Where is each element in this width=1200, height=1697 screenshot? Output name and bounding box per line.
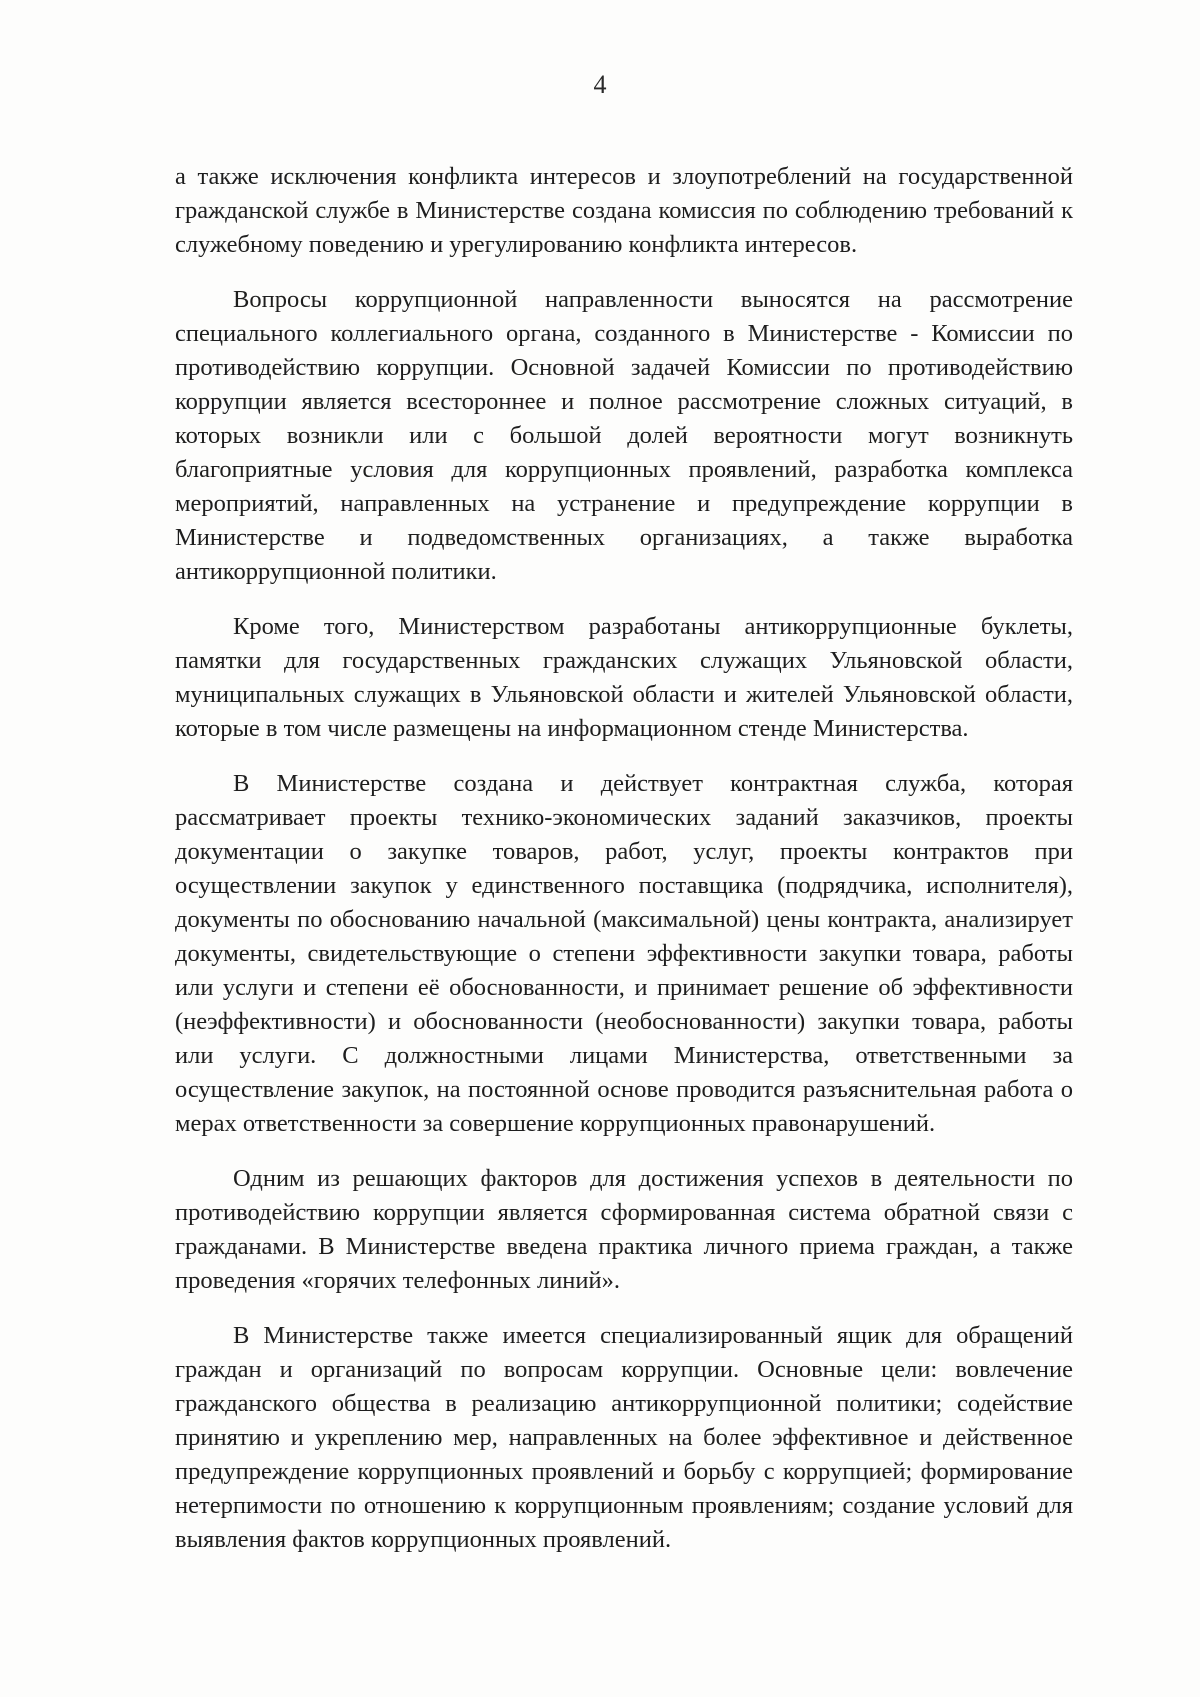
page-number: 4 bbox=[593, 70, 607, 99]
document-body bbox=[175, 160, 1073, 1557]
paragraph-anticorruption-commission: Вопросы коррупционной направленности выносятся на рассмотрение специального коллегиального органа, созданного в Министерстве - Комиссии по противодействию коррупции. Основной задачей Комиссии по противодействию коррупции является всестороннее и полное рассмотрение сложных ситуаций, в которых возникли или с большой долей вероятности могут возникнуть благоприятные условия для коррупционных проявлений, разработка комплекса мероприятий, направленных на устранение и предупреждение коррупции в Министерстве и подведомственных организациях, а также выработка антикоррупционной политики. bbox=[175, 286, 1073, 585]
paragraph-feedback-system: Одним из решающих факторов для достижения успехов в деятельности по противодействию коррупции является сформированная система обратной связи с гражданами. В Министерстве введена практика личного приема граждан, а также проведения «горячих телефонных линий». bbox=[175, 1165, 1073, 1294]
paragraph-booklets: Кроме того, Министерством разработаны антикоррупционные буклеты, памятки для государственных гражданских служащих Ульяновской области, муниципальных служащих в Ульяновской области и жителей Ульяновской области, которые в том числе размещены на информационном стенде Министерства. bbox=[175, 613, 1073, 742]
paragraph-contract-service: В Министерстве создана и действует контрактная служба, которая рассматривает проекты технико-экономических заданий заказчиков, проекты документации о закупке товаров, работ, услуг, проекты контрактов при осуществлении закупок у единственного поставщика (подрядчика, исполнителя), документы по обоснованию начальной (максимальной) цены контракта, анализирует документы, свидетельствующие о степени эффективности закупки товара, работы или услуги и степени её обоснованности, и принимает решение об эффективности (неэффективности) и обоснованности (необоснованности) закупки товара, работы или услуги. С должностными лицами Министерства, ответственными за осуществление закупок, на постоянной основе проводится разъяснительная работа о мерах ответственности за совершение коррупционных правонарушений. bbox=[175, 770, 1073, 1137]
paragraph-continuation: а также исключения конфликта интересов и злоупотреблений на государственной гражданской службе в Министерстве создана комиссия по соблюдению требований к служебному поведению и урегулированию конфликта интересов. bbox=[175, 163, 1073, 258]
paragraph-complaint-box: В Министерстве также имеется специализированный ящик для обращений граждан и организаций по вопросам коррупции. Основные цели: вовлечение гражданского общества в реализацию антикоррупционной политики; содействие принятию и укреплению мер, направленных на более эффективное и действенное предупреждение коррупционных проявлений и борьбу с коррупцией; формирование нетерпимости по отношению к коррупционным проявлениям; создание условий для выявления фактов коррупционных проявлений. bbox=[175, 1322, 1073, 1553]
